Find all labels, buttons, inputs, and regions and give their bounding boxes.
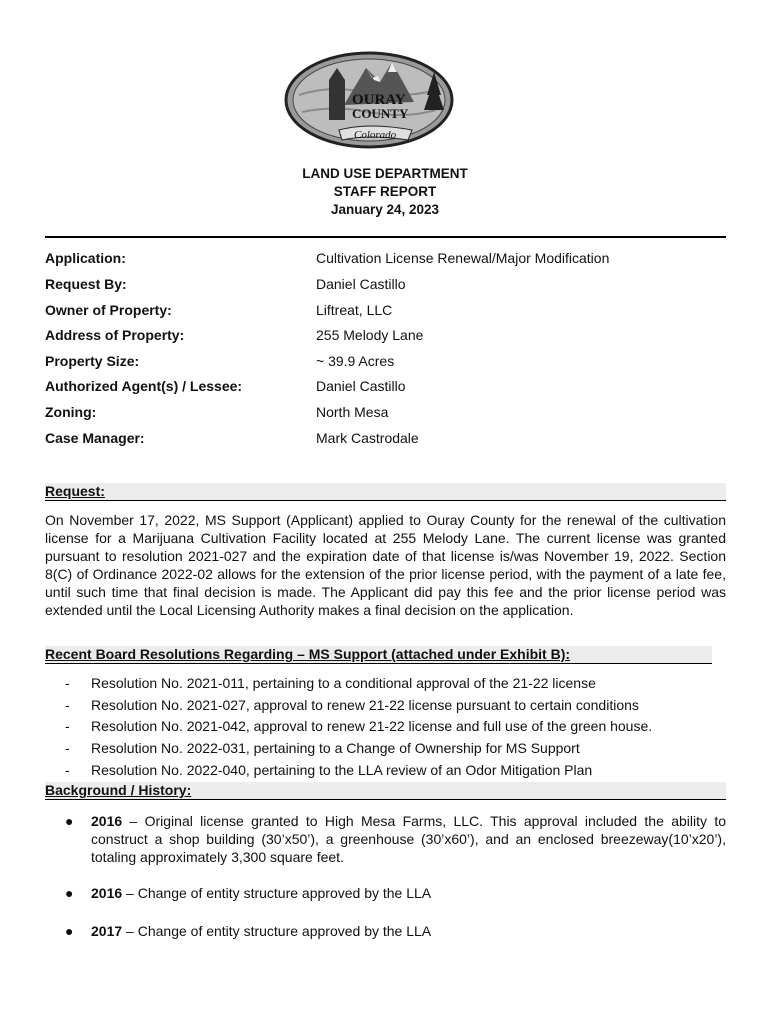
request-heading: Request: (45, 483, 726, 501)
report-date: January 24, 2023 (330, 202, 440, 217)
resolution-text: Resolution No. 2021-027, approval to renew 21-22 license pursuant to certain conditions (91, 697, 639, 713)
background-heading: Background / History: (45, 782, 726, 800)
list-item (45, 922, 726, 940)
department-title: LAND USE DEPARTMENT (302, 166, 468, 181)
field-value: Cultivation License Renewal/Major Modification (316, 250, 610, 266)
dash-marker: - (65, 697, 70, 713)
history-year: 2016 (91, 885, 123, 901)
bullet-icon: ● (65, 923, 74, 939)
bullet-icon: ● (65, 885, 74, 901)
resolution-text: Resolution No. 2022-031, pertaining to a Change of Ownership for MS Support (91, 740, 580, 756)
header-rule (45, 236, 726, 238)
resolution-text: Resolution No. 2022-040, pertaining to the LLA review of an Odor Mitigation Plan (91, 762, 593, 778)
logo-text-ouray: OURAY (352, 92, 406, 108)
field-label: Case Manager: (45, 430, 145, 446)
ouray-county-logo (284, 50, 454, 150)
dash-marker: - (65, 762, 70, 778)
field-value: 255 Melody Lane (316, 327, 424, 343)
field-value: ~ 39.9 Acres (316, 353, 395, 369)
history-text: – Change of entity structure approved by the LLA (122, 885, 432, 901)
history-text: – Change of entity structure approved by the LLA (122, 923, 432, 939)
logo-text-county: COUNTY (352, 106, 409, 121)
dash-marker: - (65, 740, 70, 756)
field-value: Daniel Castillo (316, 276, 406, 292)
list-item (45, 884, 726, 902)
resolution-text: Resolution No. 2021-011, pertaining to a conditional approval of the 21-22 license (91, 675, 596, 691)
request-paragraph: On November 17, 2022, MS Support (Applicant) applied to Ouray County for the renewal of the cultivation license for a Marijuana Cultivation Facility located at 255 Melody Lane. The current license was granted pursuant to resolution 2021-027 and the expiration date of that license is/was November 19, 2022. Section 8(C) of Ordinance 2022-02 allows for the extension of the prior license period, with the payment of a late fee, until such time that final decision is made. The Applicant did pay this fee and the prior license period was extended until the Local Licensing Authority makes a final decision on the application. (45, 512, 726, 618)
dash-marker: - (65, 718, 70, 734)
history-year: 2017 (91, 923, 123, 939)
field-value: Daniel Castillo (316, 378, 406, 394)
field-label: Application: (45, 250, 126, 266)
field-label: Zoning: (45, 404, 97, 420)
field-label: Owner of Property: (45, 302, 172, 318)
resolutions-heading: Recent Board Resolutions Regarding – MS Support (attached under Exhibit B): (45, 646, 712, 664)
field-label: Address of Property: (45, 327, 185, 343)
logo-text-colorado: Colorado (354, 129, 397, 141)
dash-marker: - (65, 675, 70, 691)
history-year: 2016 (91, 813, 123, 829)
field-label: Authorized Agent(s) / Lessee: (45, 378, 243, 394)
bullet-icon: ● (65, 813, 74, 829)
field-label: Property Size: (45, 353, 140, 369)
field-value: North Mesa (316, 404, 389, 420)
list-item (45, 812, 726, 866)
report-title: STAFF REPORT (333, 184, 437, 199)
field-value: Liftreat, LLC (316, 302, 393, 318)
field-value: Mark Castrodale (316, 430, 419, 446)
history-text: – Original license granted to High Mesa Farms, LLC. This approval included the ability to construct a shop building (30’x50’), a greenhouse (30’x60’), and an enclosed breezeway(10’x20’), totaling approximately 3,300 square feet. (91, 813, 726, 865)
resolution-text: Resolution No. 2021-042, approval to renew 21-22 license and full use of the green house. (91, 718, 653, 734)
field-label: Request By: (45, 276, 127, 292)
